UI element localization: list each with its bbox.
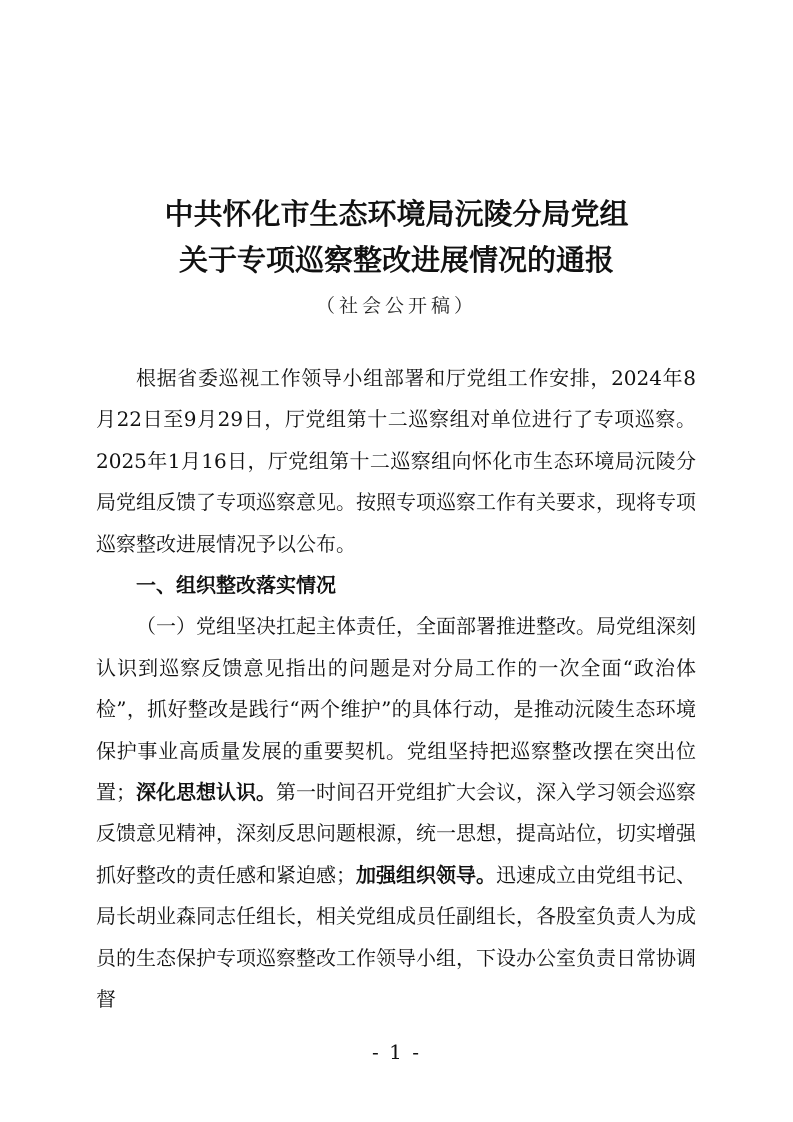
emphasis-text: 深化思想认识。 [136,780,276,805]
page-number: - 1 - [372,1040,421,1064]
document-title-line-2: 关于专项巡察整改进展情况的通报 [178,243,614,277]
paragraph-text: 第一时间召开党组扩大会议，深入学习领会巡察反馈意见精神，深刻反思问题根源，统一思想，提高站位，切实增强抓好整改的责任感和紧迫感； [96,780,696,887]
paragraph-text: 迅速成立由党组书记、局长胡业森同志任组长，相关党组成员任副组长，各股室负责人为成员的生态保护专项巡察整改工作领导小组，下设办公室负责日常协调督 [96,862,696,1012]
paragraph-lead: （一）党组坚决扛起主体责任，全面部署推进整改。 [136,614,596,639]
document-title-line-1: 中共怀化市生态环境局沅陵分局党组 [164,197,629,231]
paragraph-text: 局党组深刻认识到巡察反馈意见指出的问题是对分局工作的一次全面“政治体检”，抓好整改是践行“两个维护”的具体行动，是推动沅陵生态环境保护事业高质量发展的重要契机。党组坚持把巡察整改摆在突出位置； [96,614,696,805]
document-body [96,358,696,1021]
section-paragraph [96,606,696,1020]
section-heading: 一、组织整改落实情况 [136,573,336,598]
document-subtitle: （社会公开稿） [315,295,477,317]
intro-paragraph: 根据省委巡视工作领导小组部署和厅党组工作安排，2024年8月22日至9月29日，厅党组第十二巡察组对单位进行了专项巡察。2025年1月16日，厅党组第十二巡察组向怀化市生态环境局沅陵分局党组反馈了专项巡察意见。按照专项巡察工作有关要求，现将专项巡察整改进展情况予以公布。 [96,366,696,556]
emphasis-text: 加强组织领导。 [356,862,496,887]
